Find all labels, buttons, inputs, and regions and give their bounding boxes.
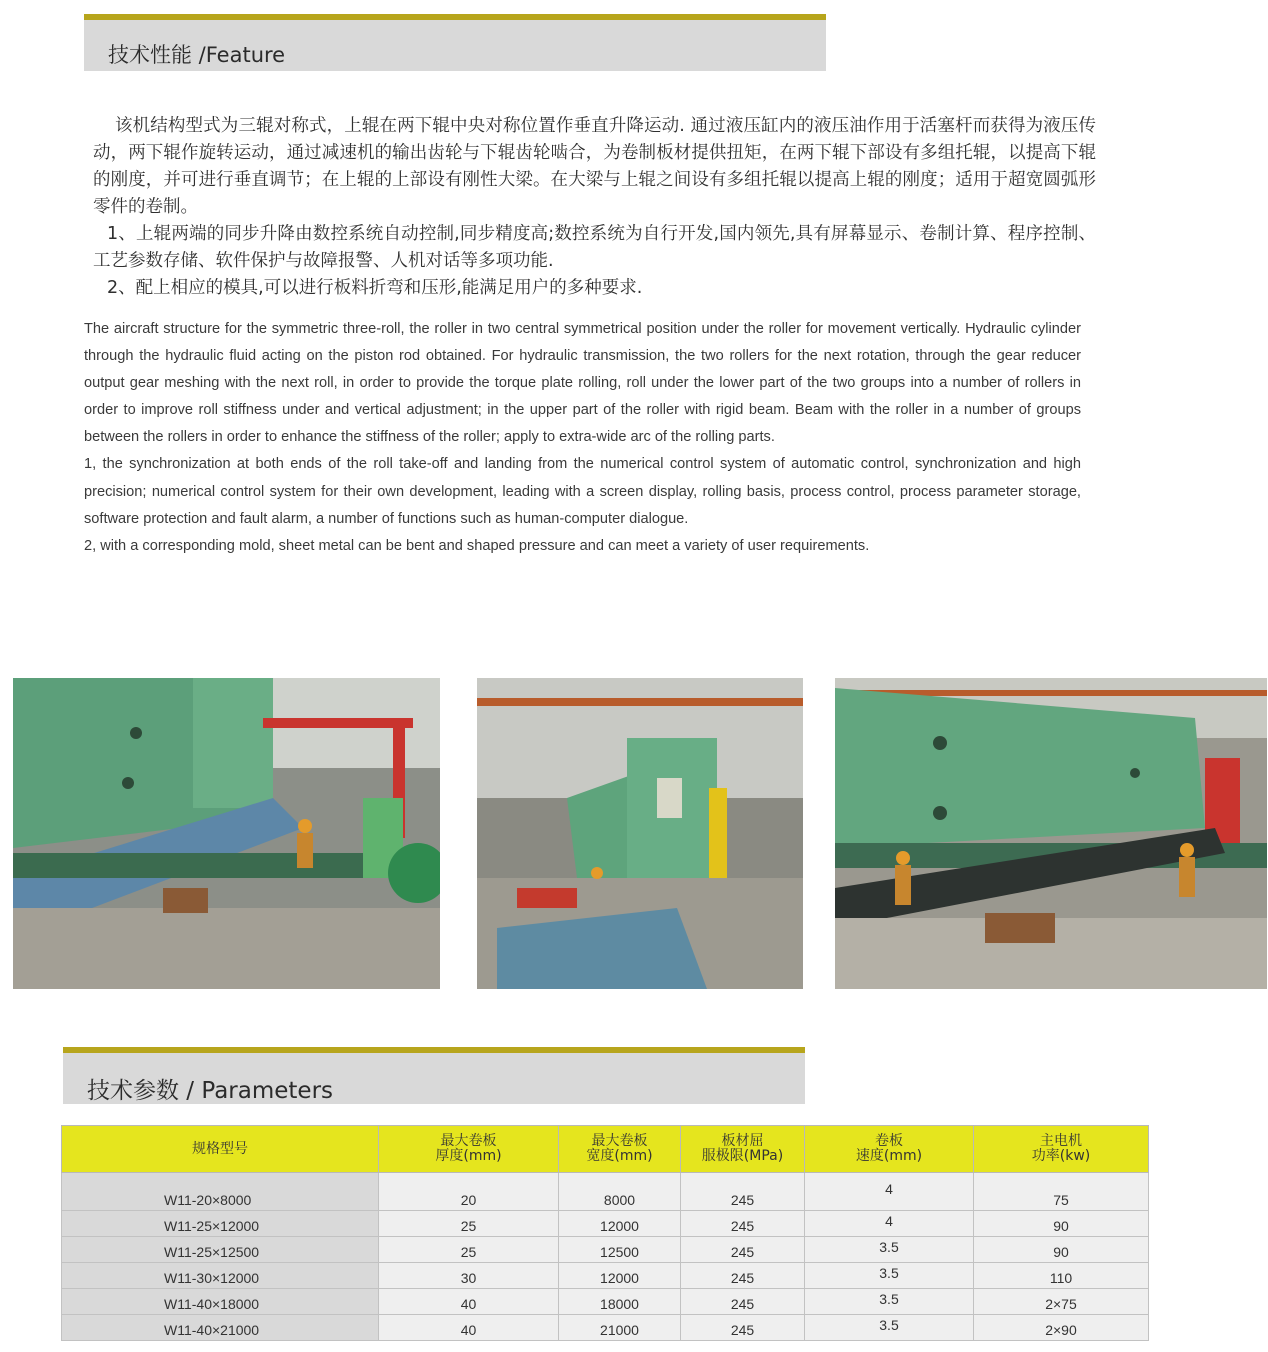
table-row [62,1173,1149,1211]
table-row [62,1289,1149,1315]
header-max-width: 最大卷板 宽度(mm) [559,1126,681,1173]
cell-width: 12500 [559,1237,681,1263]
cell-model: W11-20×8000 [62,1173,379,1211]
header-rolling-speed: 卷板 速度(mm) [805,1126,974,1173]
cell-power: 2×75 [974,1289,1149,1315]
cell-speed: 3.5 [805,1263,974,1289]
feature-title: 技术性能 /Feature [108,43,286,67]
cell-yield: 245 [681,1237,805,1263]
header-max-thickness: 最大卷板 厚度(mm) [379,1126,559,1173]
cell-width: 12000 [559,1263,681,1289]
parameters-table [61,1125,1149,1341]
cn-paragraph-item-2: 2、配上相应的模具,可以进行板料折弯和压形,能满足用户的多种要求. [107,278,643,298]
cell-power: 110 [974,1263,1149,1289]
cell-model: W11-40×18000 [62,1289,379,1315]
cell-thickness: 30 [379,1263,559,1289]
machine-photo-side-view [13,678,440,989]
en-paragraph-intro: The aircraft structure for the symmetric three-roll, the roller in two central symmetrical position under the roller for movement vertically. Hydraulic cylinder through the hydraulic fluid acting on the piston rod obtained. For hydraulic transmission, the two rollers for the next rotation, through the gear reducer output gear meshing with the next roll, in order to provide the torque plate rolling, roll under the lower part of the two groups into a number of rollers in order to improve roll stiffness under and vertical adjustment; in the upper part of the roller with rigid beam. Beam with the roller in a number of groups between the rollers in order to enhance the stiffness of the roller; apply to extra-wide arc of the rolling parts. [84,321,1081,446]
feature-description-en [84,316,1081,560]
cell-thickness: 25 [379,1237,559,1263]
cell-speed: 3.5 [805,1289,974,1315]
cell-speed: 4 [805,1211,974,1237]
cell-model: W11-30×12000 [62,1263,379,1289]
cell-model: W11-25×12000 [62,1211,379,1237]
parameters-title: 技术参数 / Parameters [87,1078,334,1104]
cell-power: 2×90 [974,1315,1149,1341]
cell-width: 18000 [559,1289,681,1315]
en-paragraph-item-1: 1, the synchronization at both ends of the roll take-off and landing from the numerical control system of automatic control, synchronization and high precision; numerical control system for their own development, leading with a screen display, rolling basis, process control, process parameter storage, software protection and fault alarm, a number of functions such as human-computer dialogue. [84,456,1081,527]
cell-power: 90 [974,1237,1149,1263]
cell-thickness: 40 [379,1289,559,1315]
cell-model: W11-40×21000 [62,1315,379,1341]
table-row [62,1237,1149,1263]
header-motor-power: 主电机 功率(kw) [974,1126,1149,1173]
cell-yield: 245 [681,1211,805,1237]
header-yield-limit: 板材屈 服极限(MPa) [681,1126,805,1173]
cell-speed: 3.5 [805,1315,974,1341]
cn-paragraph-intro: 该机结构型式为三辊对称式，上辊在两下辊中央对称位置作垂直升降运动. 通过液压缸内的液压油作用于活塞杆而获得为液压传动，两下辊作旋转运动，通过减速机的输出齿轮与下辊齿轮啮合，为卷制板材提供扭矩，在两下辊下部设有多组托辊，以提高下辊的刚度，并可进行垂直调节；在上辊的上部设有刚性大梁。在大梁与上辊之间设有多组托辊以提高上辊的刚度；适用于超宽圆弧形零件的卷制。 [93,116,1096,217]
table-row [62,1263,1149,1289]
machine-photo-rolling-plate [835,678,1267,989]
cell-thickness: 20 [379,1173,559,1211]
cell-thickness: 40 [379,1315,559,1341]
table-row [62,1211,1149,1237]
cell-yield: 245 [681,1289,805,1315]
cell-speed: 4 [805,1173,974,1211]
table-row [62,1315,1149,1341]
table-header-row [62,1126,1149,1173]
cell-width: 21000 [559,1315,681,1341]
cell-model: W11-25×12500 [62,1237,379,1263]
header-model: 规格型号 [62,1126,379,1173]
cell-power: 90 [974,1211,1149,1237]
cell-yield: 245 [681,1173,805,1211]
cell-speed: 3.5 [805,1237,974,1263]
cell-thickness: 25 [379,1211,559,1237]
feature-description-cn [93,113,1096,302]
cell-width: 12000 [559,1211,681,1237]
cell-yield: 245 [681,1263,805,1289]
feature-section-header [84,14,826,71]
machine-photo-front-view [477,678,803,989]
cell-width: 8000 [559,1173,681,1211]
en-paragraph-item-2: 2, with a corresponding mold, sheet metal can be bent and shaped pressure and can meet a variety of user requirements. [84,537,870,554]
cn-paragraph-item-1: 1、上辊两端的同步升降由数控系统自动控制,同步精度高;数控系统为自行开发,国内领先,具有屏幕显示、卷制计算、程序控制、工艺参数存储、软件保护与故障报警、人机对话等多项功能. [93,224,1096,271]
cell-yield: 245 [681,1315,805,1341]
cell-power: 75 [974,1173,1149,1211]
parameters-section-header [63,1047,805,1104]
